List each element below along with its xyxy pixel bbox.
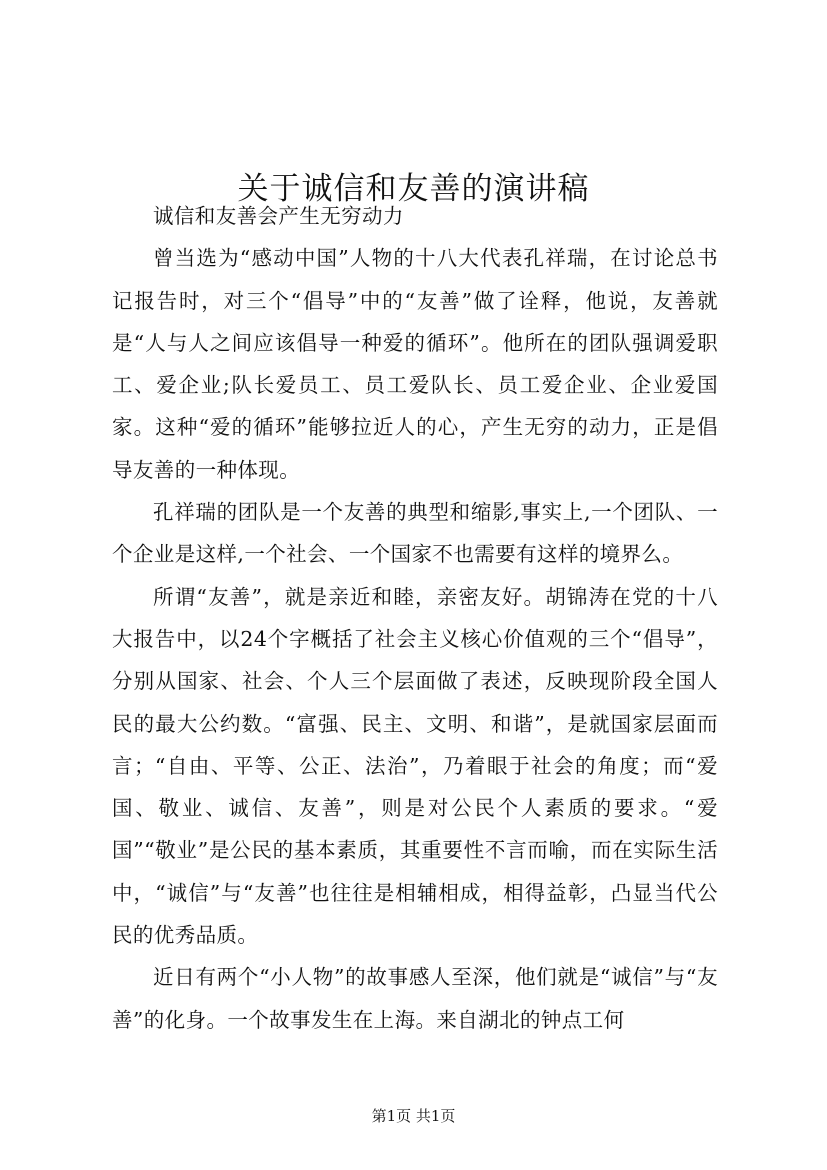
paragraph: 孔祥瑞的团队是一个友善的典型和缩影,事实上,一个团队、一个企业是这样,一个社会、一个国家不也需要有这样的境界么。 xyxy=(112,500,718,567)
document-title: 关于诚信和友善的演讲稿 xyxy=(237,170,590,207)
paragraph: 所谓“友善”，就是亲近和睦，亲密友好。胡锦涛在党的十八大报告中，以24个字概括了社会主义核心价值观的三个“倡导”，分别从国家、社会、个人三个层面做了表述，反映现阶段全国人民的最大公约数。“富强、民主、文明、和谐”，是就国家层面而言；“自由、平等、公正、法治”，乃着眼于社会的角度；而“爱国、敬业、诚信、友善”，则是对公民个人素质的要求。“爱国”“敬业”是公民的基本素质，其重要性不言而喻，而在实际生活中，“诚信”与“友善”也往往是相辅相成，相得益彰，凸显当代公民的优秀品质。 xyxy=(112,584,718,948)
paragraph-subtitle: 诚信和友善会产生无穷动力 xyxy=(153,204,404,228)
page-footer: 第1页 共1页 xyxy=(371,1107,456,1125)
paragraph: 近日有两个“小人物”的故事感人至深，他们就是“诚信”与“友善”的化身。一个故事发生在上海。来自湖北的钟点工何 xyxy=(112,965,718,1032)
document-body xyxy=(112,195,718,1041)
paragraph: 曾当选为“感动中国”人物的十八大代表孔祥瑞，在讨论总书记报告时，对三个“倡导”中的“友善”做了诠释，他说，友善就是“人与人之间应该倡导一种爱的循环”。他所在的团队强调爱职工、爱企业;队长爱员工、员工爱队长、员工爱企业、企业爱国家。这种“爱的循环”能够拉近人的心，产生无穷的动力，正是倡导友善的一种体现。 xyxy=(112,246,718,482)
